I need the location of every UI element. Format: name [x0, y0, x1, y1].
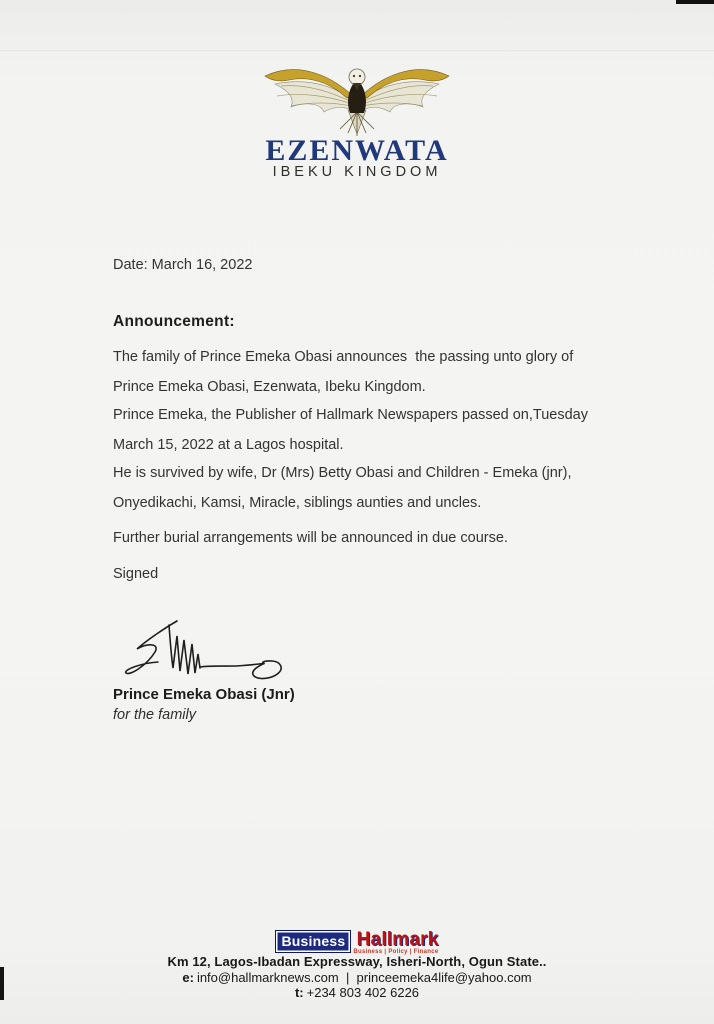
- paragraph-1: [113, 342, 593, 402]
- signed-label: Signed: [113, 566, 159, 582]
- date-line: Date: March 16, 2022: [113, 257, 253, 273]
- paragraph-line: Prince Emeka, the Publisher of Hallmark Newspapers passed on,Tuesday: [113, 407, 588, 423]
- email-addresses: info@hallmarknews.com | princeemeka4life@yahoo.com: [196, 970, 532, 985]
- eagle-icon: [257, 54, 457, 138]
- letterhead-title: EZENWATA: [265, 134, 449, 167]
- paragraph-line: The family of Prince Emeka Obasi announces the passing unto glory of: [113, 349, 574, 365]
- announcement-heading: Announcement:: [113, 313, 235, 330]
- paragraph-line: Prince Emeka Obasi, Ezenwata, Ibeku Kingdom.: [113, 379, 426, 395]
- paragraph-3: [113, 458, 593, 518]
- footer-address: Km 12, Lagos-Ibadan Expressway, Isheri-North, Ogun State..: [167, 954, 547, 969]
- paragraph-2: [113, 400, 593, 460]
- phone-prefix: t:: [294, 985, 304, 1000]
- signatory-role: for the family: [113, 707, 196, 723]
- phone-number: +234 803 402 6226: [306, 985, 420, 1000]
- logo-hallmark-wordmark: Hallmark: [356, 929, 439, 950]
- paragraph-4: [113, 523, 593, 553]
- logo-tagline: Business | Policy | Finance: [353, 949, 439, 955]
- signatory-name: Prince Emeka Obasi (Jnr): [113, 686, 295, 703]
- paper-fold-line: [0, 50, 714, 53]
- email-prefix: e:: [182, 970, 194, 985]
- signature-scribble: [113, 616, 293, 688]
- letterhead-subtitle: IBEKU KINGDOM: [272, 164, 442, 180]
- paragraph-line: He is survived by wife, Dr (Mrs) Betty Obasi and Children - Emeka (jnr),: [113, 465, 572, 481]
- logo-business-wordmark: Business: [275, 930, 351, 953]
- paragraph-line: Onyedikachi, Kamsi, Miracle, siblings aunties and uncles.: [113, 495, 482, 511]
- footer-email-line: [0, 970, 714, 985]
- paragraph-line: Further burial arrangements will be announced in due course.: [113, 530, 508, 546]
- business-hallmark-logo: [0, 930, 714, 955]
- paragraph-line: March 15, 2022 at a Lagos hospital.: [113, 437, 344, 453]
- scan-artifact-top: [676, 0, 714, 4]
- footer-phone-line: [0, 985, 714, 1000]
